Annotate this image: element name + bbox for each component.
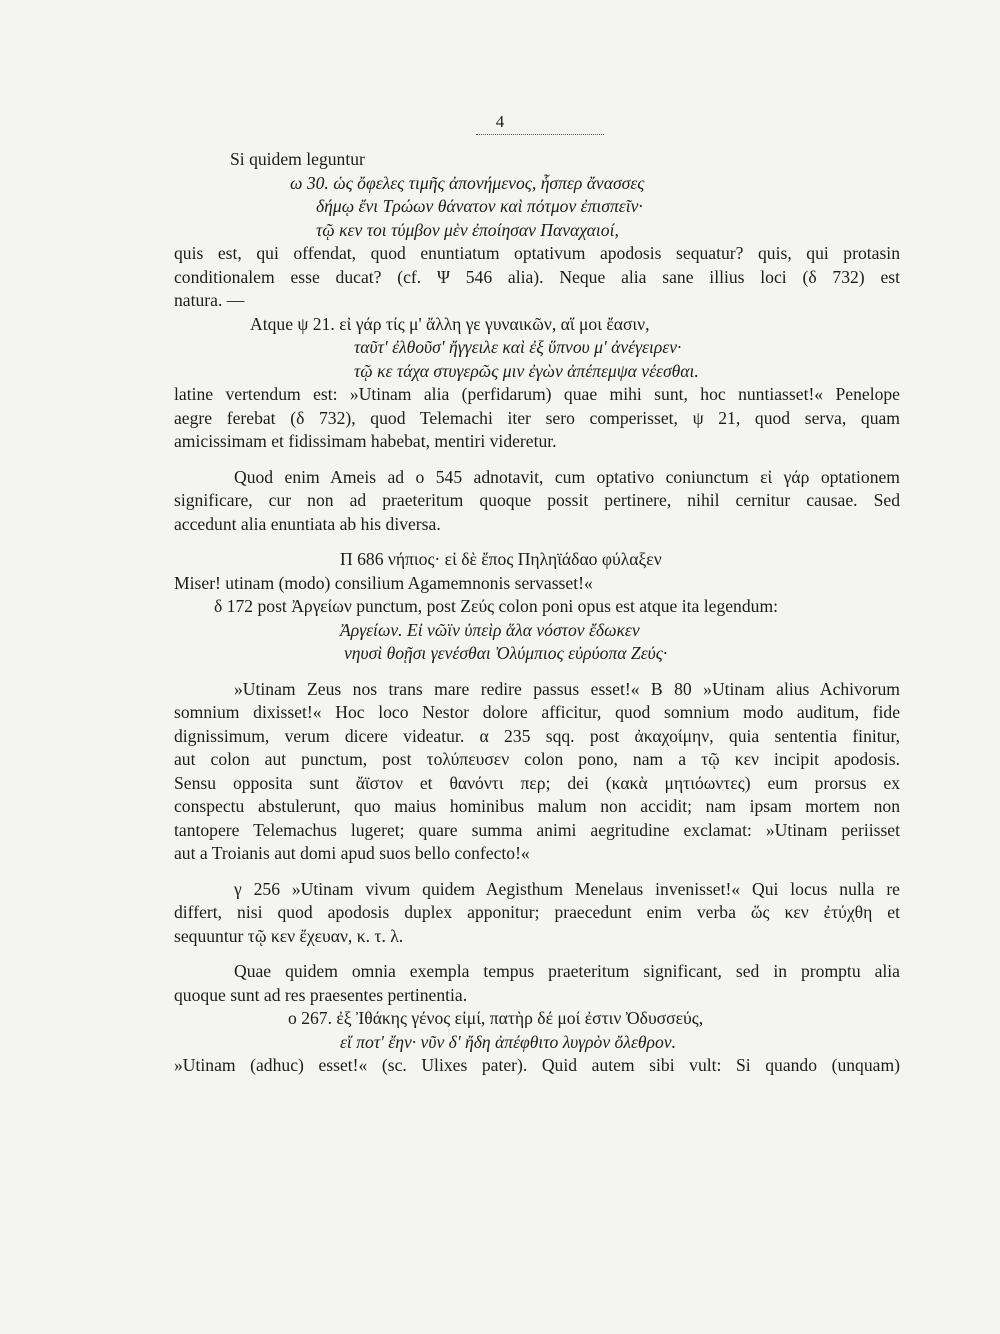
text-line: sequuntur τῷ κεν ἔχευαν, κ. τ. λ. [174,925,404,946]
text-line: aegre ferebat (δ 732), quod Telemachi iter sero comperisset, ψ 21, quod serva, quam [174,407,900,428]
greek-verse: εἴ ποτ' ἔην· νῦν δ' ἤδη ἀπέφθιτο λυγρὸν ὄλεθρον. [340,1031,676,1052]
greek-verse: νηυσὶ θοῇσι γενέσθαι Ὀλύμπιος εὐρύοπα Ζεύς· [344,643,668,663]
text-line: Quae quidem omnia exempla tempus praeteritum significant, sed in promptu alia [234,961,900,981]
text-line: accedunt alia enuntiata ab his diversa. [174,513,441,534]
text-line: Miser! utinam (modo) consilium Agamemnonis servasset!« [174,572,593,593]
paragraph-gap [174,666,900,678]
paragraph-gap [174,948,900,960]
text-line: Quod enim Ameis ad ο 545 adnotavit, cum optativo coniunctum εἰ γάρ optationem [234,466,900,487]
greek-verse: τῷ κεν τοι τύμβον μὲν ἐποίησαν Παναχαιοί, [316,219,619,240]
greek-verse: Ἀργείων. Εἰ νῶϊν ὑπεὶρ ἅλα νόστον ἔδωκεν [340,619,640,640]
text-line: differt, nisi quod apodosis duplex apponitur; praecedunt enim verba ὥς κεν ἐτύχθη et [174,902,900,922]
text-line: amicissimam et fidissimam habebat, mentiri videretur. [174,431,557,451]
text-line: significare, cur non ad praeteritum quoque possit pertinere, nihil cernitur causae. Sed [174,490,900,510]
text-line: latine vertendum est: »Utinam alia (perfidarum) quae mihi sunt, hoc nuntiasset!« Penelope [174,384,900,404]
text-line: Atque ψ 21. εἰ γάρ τίς μ' ἄλλη γε γυναικῶν, αἵ μοι ἔασιν, [250,313,650,334]
text-line: aut a Troianis aut domi apud suos bello confecto!« [174,843,530,863]
greek-verse: τῷ κε τάχα στυγερῶς μιν ἐγὼν ἀπέπεμψα νέεσθαι. [354,360,699,381]
text-line: »Utinam (adhuc) esset!« (sc. Ulixes pater). Quid autem sibi vult: Si quando (unquam) [174,1055,900,1075]
text-line: Sensu opposita sunt ἄϊστον et θανόντι περ; dei (κακὰ μητιόωντες) eum prorsus ex [174,772,900,793]
text-line: tantopere Telemachus lugeret; quare summa animi aegritudine exclamat: »Utinam periisset [174,819,900,840]
text-line: δ 172 post Ἀργείων punctum, post Ζεύς colon poni opus est atque ita legendum: [214,596,779,616]
text-line: aut colon aut punctum, post τολύπευσεν colon pono, nam a τῷ κεν incipit apodosis. [174,749,900,769]
greek-verse: ω 30. ὡς ὄφελες τιμῆς ἀπονήμενος, ἧσπερ ἄνασσες [290,172,645,193]
text-line: quis est, qui offendat, quod enuntiatum optativum apodosis sequatur? quis, qui protasin [174,243,900,263]
text-line: »Utinam Zeus nos trans mare redire passus esset!« Β 80 »Utinam alius Achivorum [234,678,900,699]
page-number: 4 [495,112,505,131]
body-text [174,148,900,1078]
text-line: natura. — [174,290,245,310]
text-line: Π 686 νήπιος· εἰ δὲ ἔπος Πηληϊάδαο φύλαξεν [340,549,662,569]
greek-verse: ταῦτ' ἐλθοῦσ' ἤγγειλε καὶ ἐξ ὕπνου μ' ἀνέγειρεν· [354,337,682,357]
greek-verse: δήμῳ ἔνι Τρώων θάνατον καὶ πότμον ἐπισπεῖν· [316,196,643,216]
text-line: somnium dixisset!« Hoc loco Nestor dolore afficitur, quod somnium modo auditum, fide [174,702,900,722]
text-line: quoque sunt ad res praesentes pertinentia. [174,984,468,1005]
paragraph-gap [174,866,900,878]
text-line: ο 267. ἐξ Ἰθάκης γένος εἰμί, πατὴρ δέ μοί ἐστιν Ὀδυσσεύς, [288,1008,704,1028]
text-line: γ 256 »Utinam vivum quidem Aegisthum Menelaus invenisset!« Qui locus nulla re [234,878,900,899]
text-line: conspectu abstulerunt, quo maius hominibus malum non accidit; nam ipsam mortem non [174,796,900,816]
paragraph-gap [174,454,900,466]
paragraph-gap [174,536,900,548]
text-line: dignissimum, verum dicere videatur. α 235 sqq. post ἀκαχοίμην, quia sententia finitur, [174,725,900,746]
header-rule [476,134,604,135]
text-line: Si quidem leguntur [230,149,365,169]
text-line: conditionalem esse ducat? (cf. Ψ 546 alia). Neque alia sane illius loci (δ 732) est [174,266,900,287]
